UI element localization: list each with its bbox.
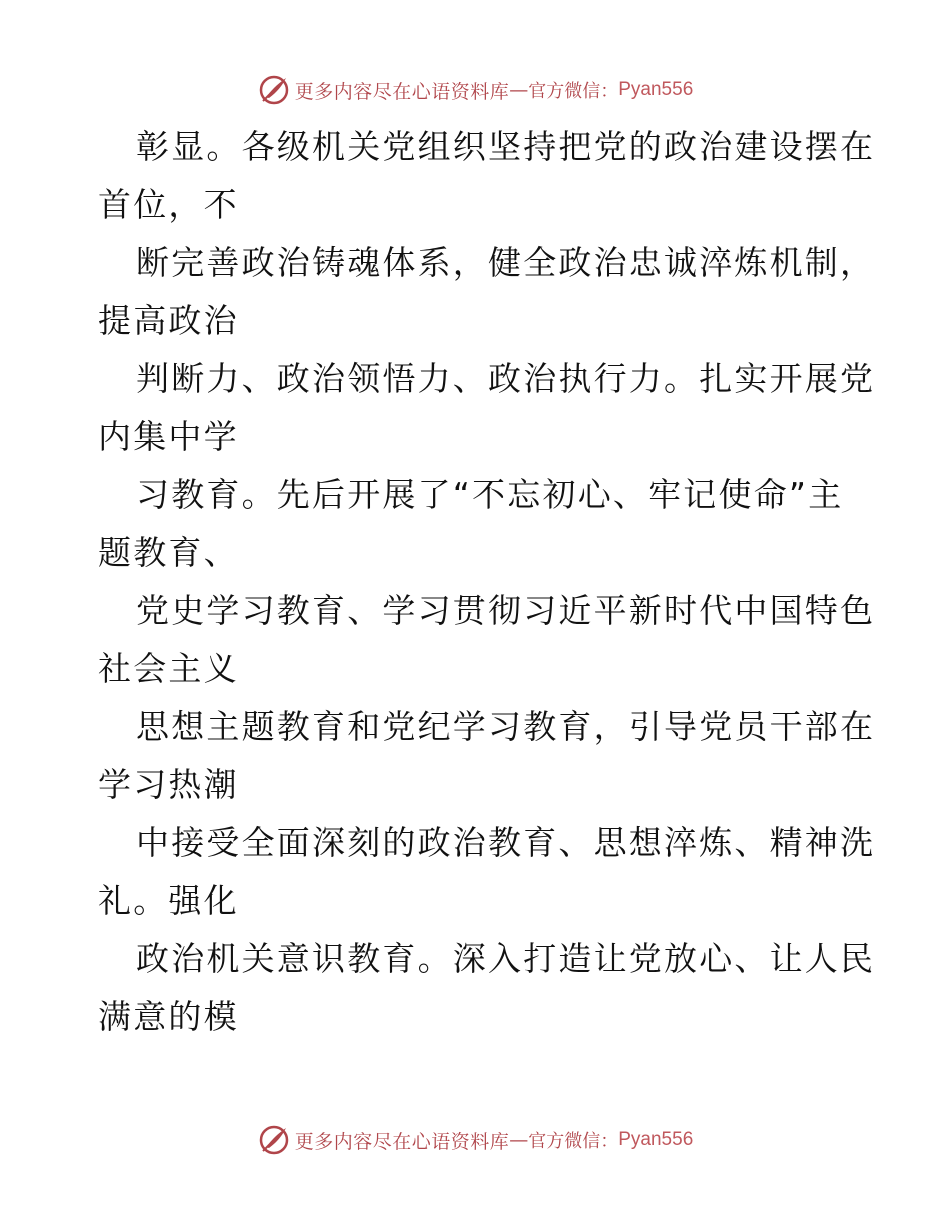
quill-circle-logo-icon [257,73,291,107]
banner-wechat-label: 官方微信： [528,81,619,102]
body-line: 社会主义 [98,649,239,688]
body-line: 思想主题教育和党纪学习教育，引导党员干部在 [136,707,876,746]
body-line: 题教育、 [98,533,239,572]
banner-text: 更多内容尽在心语资料库 [294,1130,510,1153]
body-line: 习教育。先后开展了“不忘初心、牢记使命”主 [136,475,844,514]
body-line: 满意的模 [98,997,239,1036]
body-line: 礼。强化 [98,881,239,920]
body-line: 内集中学 [98,417,239,456]
body-line: 学习热潮 [98,765,239,804]
quill-circle-logo-icon [257,1123,291,1157]
body-line: 提高政治 [98,301,239,340]
document-body [98,118,876,1046]
banner-wechat-id: Pyan556 [618,79,694,100]
header-banner [0,70,950,110]
body-line: 政治机关意识教育。深入打造让党放心、让人民 [136,939,876,978]
body-line: 首位，不 [98,185,239,224]
banner-wechat-label: 官方微信： [528,1131,619,1152]
body-line: 中接受全面深刻的政治教育、思想淬炼、精神洗 [136,823,876,862]
banner-text: 更多内容尽在心语资料库 [294,80,510,103]
footer-banner [0,1120,950,1160]
banner-dash: — [509,79,529,101]
body-line: 断完善政治铸魂体系，健全政治忠诚淬炼机制， [136,243,876,282]
body-line: 彰显。各级机关党组织坚持把党的政治建设摆在 [136,127,876,166]
banner-dash: — [509,1129,529,1151]
body-line: 党史学习教育、学习贯彻习近平新时代中国特色 [136,591,876,630]
banner-wechat-id: Pyan556 [618,1129,694,1150]
body-line: 判断力、政治领悟力、政治执行力。扎实开展党 [136,359,876,398]
